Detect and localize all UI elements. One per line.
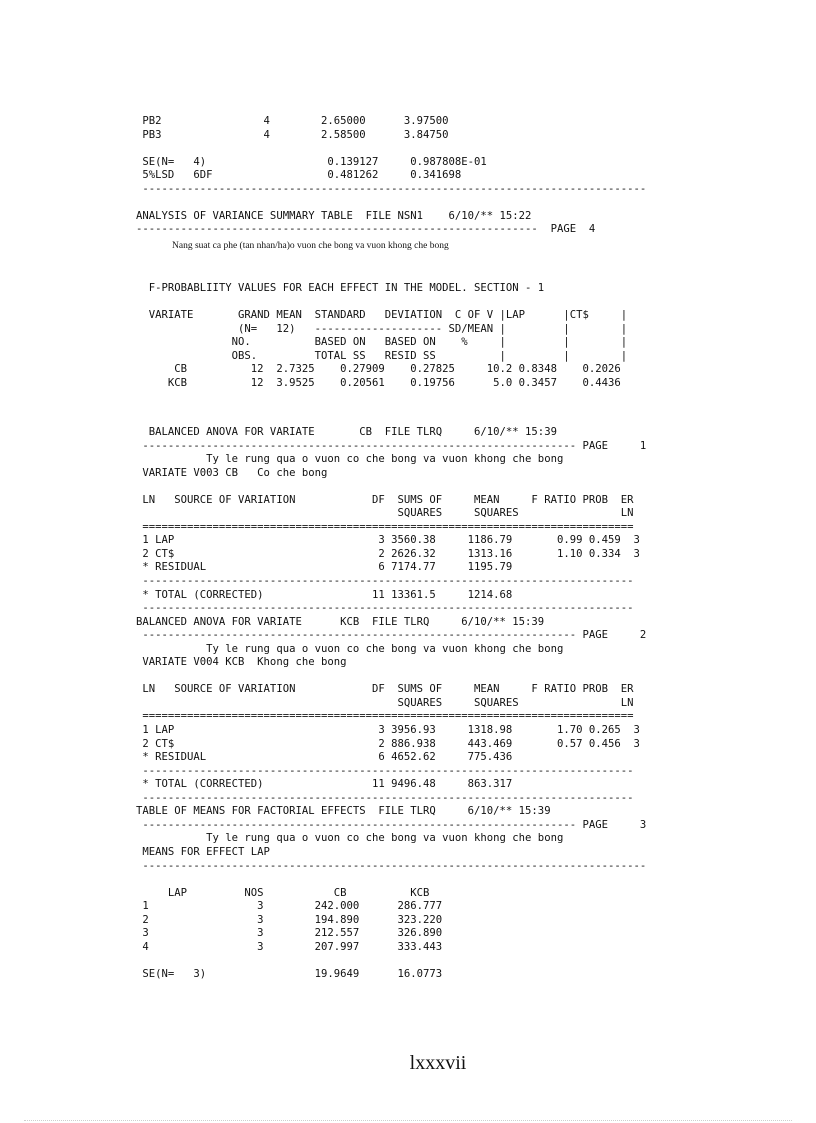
- page-number: lxxxvii: [409, 1052, 467, 1074]
- f-probability-table: F-PROBABLIITY VALUES FOR EACH EFFECT IN THE MODEL. SECTION - 1 VARIATE GRAND MEAN STANDARD DEVIATION C OF V |LAP |CT$ | (N= 12) -------------------- SD/MEAN | | | NO. BASED ON BASED ON % | | | OBS. TOTAL SS RESID SS | | | CB 12 2.7325 0.27909 0.27825 10.2 0.8348 0.2026 KCB 12 3.9525 0.20561 0.19756 5.0 0.3457 0.4436: [148, 282, 628, 389]
- means-table-tail: PB2 4 2.65000 3.97500 PB3 4 2.58500 3.84750 SE(N= 4) 0.139127 0.987808E-01 5%LSD 6DF 0.481262 0.341698 ------------------------------------------------------------------------------- ANALYSIS OF VARIANCE SUMMARY TABLE FILE NSN1 6/10/** 15:22 --------------------------------------------------------------- PAGE 4: [136, 115, 647, 236]
- footer-divider: [24, 1120, 792, 1121]
- anova-tables: BALANCED ANOVA FOR VARIATE CB FILE TLRQ 6/10/** 15:39 -------------------------------------------------------------------- PAGE 1 Ty le rung qua o vuon co che bong va vuon khong che bong VARIATE V003 CB Co che bong LN SOURCE OF VARIATION DF SUMS OF MEAN F RATIO PROB ER SQUARES SQUARES LN ============================================================================= 1 LAP 3 3560.38 1186.79 0.99 0.459 3 2 CT$ 2 2626.32 1313.16 1.10 0.334 3 * RESIDUAL 6 7174.77 1195.79 ----------------------------------------------------------------------------- * TOTAL (CORRECTED) 11 13361.5 1214.68 ----------------------------------------------------------------------------- BALANCED ANOVA FOR VARIATE KCB FILE TLRQ 6/10/** 15:39 -------------------------------------------------------------------- PAGE 2 Ty le rung qua o vuon co che bong va vuon khong che bong VARIATE V004 KCB Khong che bong LN SOURCE OF VARIATION DF SUMS OF MEAN F RATIO PROB ER SQUARES SQUARES LN ============================================================================= 1 LAP 3 3956.93 1318.98 1.70 0.265 3 2 CT$ 2 886.938 443.469 0.57 0.456 3 * RESIDUAL 6 4652.62 775.436 ----------------------------------------------------------------------------- * TOTAL (CORRECTED) 11 9496.48 863.317 ----------------------------------------------------------------------------- TABLE OF MEANS FOR FACTORIAL EFFECTS FILE TLRQ 6/10/** 15:39 -------------------------------------------------------------------- PAGE 3 Ty le rung qua o vuon co che bong va vuon khong che bong MEANS FOR EFFECT LAP ------------------------------------------------------------------------------- LAP NOS CB KCB 1 3 242.000 286.777 2 3 194.890 323.220 3 3 212.557 326.890 4 3 207.997 333.443 SE(N= 3) 19.9649 16.0773: [136, 426, 647, 980]
- summary-subtitle: Nang suat ca phe (tan nhan/ha)o vuon che bong va vuon khong che bong: [172, 241, 449, 251]
